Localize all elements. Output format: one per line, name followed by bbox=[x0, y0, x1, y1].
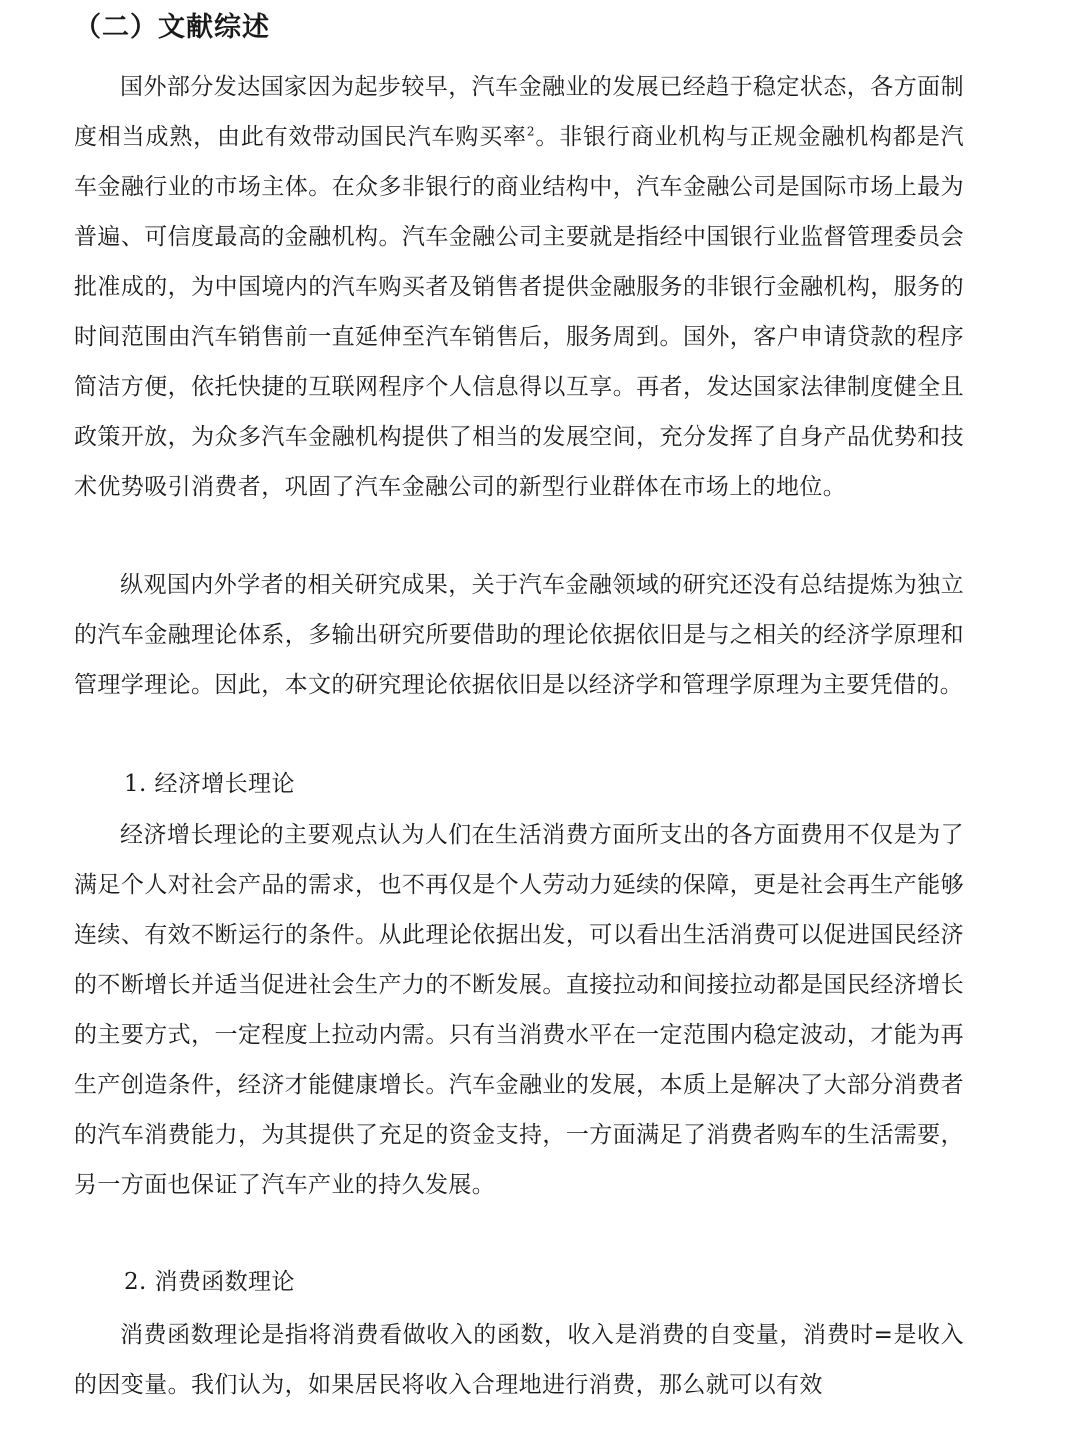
subheading-economic-growth-theory: 1. 经济增长理论 bbox=[124, 771, 295, 797]
paragraph-consumption-function: 消费函数理论是指将消费看做收入的函数，收入是消费的自变量，消费时=是收入的因变量。我们认为，如果居民将收入合理地进行消费，那么就可以有效 bbox=[74, 1322, 964, 1398]
citation-superscript: 2 bbox=[526, 124, 535, 139]
paragraph-text: 国外部分发达国家因为起步较早，汽车金融业的发展已经趋于稳定状态，各方面制度相当成熟，由此有效带动国民汽车购买率 bbox=[74, 74, 964, 150]
paragraph-foreign-auto-finance bbox=[74, 62, 964, 512]
paragraph-research-review: 纵观国内外学者的相关研究成果，关于汽车金融领域的研究还没有总结提炼为独立的汽车金融理论体系，多输出研究所要借助的理论依据依旧是与之相关的经济学原理和管理学理论。因此，本文的研究理论依据依旧是以经济学和管理学原理为主要凭借的。 bbox=[74, 572, 964, 698]
paragraph-economic-growth: 经济增长理论的主要观点认为人们在生活消费方面所支出的各方面费用不仅是为了满足个人对社会产品的需求，也不再仅是个人劳动力延续的保障，更是社会再生产能够连续、有效不断运行的条件。从此理论依据出发，可以看出生活消费可以促进国民经济的不断增长并适当促进社会生产力的不断发展。直接拉动和间接拉动都是国民经济增长的主要方式，一定程度上拉动内需。只有当消费水平在一定范围内稳定波动，才能为再生产创造条件，经济才能健康增长。汽车金融业的发展，本质上是解决了大部分消费者的汽车消费能力，为其提供了充足的资金支持，一方面满足了消费者购车的生活需要，另一方面也保证了汽车产业的持久发展。 bbox=[74, 822, 964, 1198]
subheading-consumption-function-theory: 2. 消费函数理论 bbox=[124, 1269, 295, 1295]
section-heading: （二）文献综述 bbox=[74, 12, 270, 43]
paragraph-text: 。非银行商业机构与正规金融机构都是汽车金融行业的市场主体。在众多非银行的商业结构中，汽车金融公司是国际市场上最为普遍、可信度最高的金融机构。汽车金融公司主要就是指经中国银行业监督管理委员会批准成的，为中国境内的汽车购买者及销售者提供金融服务的非银行金融机构，服务的时间范围由汽车销售前一直延伸至汽车销售后，服务周到。国外，客户申请贷款的程序简洁方便，依托快捷的互联网程序个人信息得以互享。再者，发达国家法律制度健全且政策开放，为众多汽车金融机构提供了相当的发展空间，充分发挥了自身产品优势和技术优势吸引消费者，巩固了汽车金融公司的新型行业群体在市场上的地位。 bbox=[74, 124, 964, 500]
